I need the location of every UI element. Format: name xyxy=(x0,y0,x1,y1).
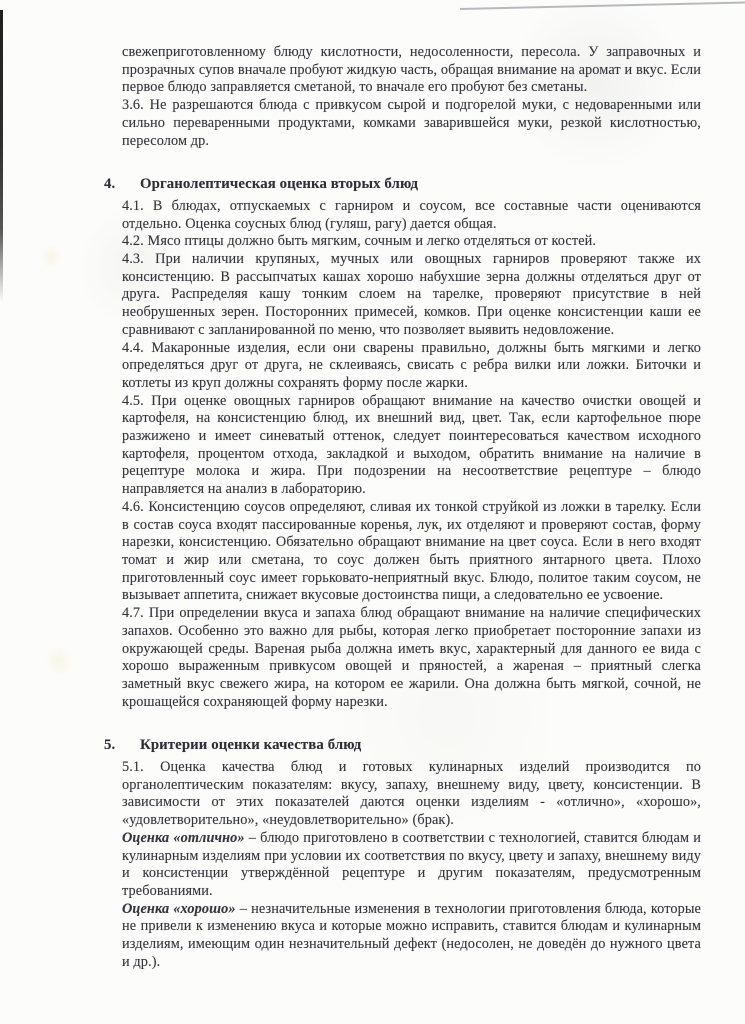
paragraph: 4.1. В блюдах, отпускаемых с гарниром и соусом, все составные части оцениваются отдельно. Оценка соусных блюд (гуляш, рагу) дается общая. xyxy=(122,197,701,232)
paragraph: свежеприготовленному блюду кислотности, недосоленности, пересола. У заправочных и прозрачных супов вначале пробуют жидкую часть, обращая внимание на аромат и вкус. Если первое блюдо заправляется сметаной, то вначале его пробуют без сметаны. xyxy=(122,44,701,96)
paragraph: 4.3. При наличии крупяных, мучных или овощных гарниров проверяют также их консистенцию. В рассыпчатых кашах хорошо набухшие зерна должны отделяться друг от друга. Распределяя кашу тонким слоем на тарелке, проверяют присутствие в ней необрушенных зерен. Посторонних примесей, комков. При оценке консистенции каши ее сравнивают с запланированной по меню, что позволяет выявить недовложение. xyxy=(122,251,701,338)
paper-smudge xyxy=(38,246,64,268)
paragraph: 4.6. Консистенцию соусов определяют, сливая их тонкой струйкой из ложки в тарелку. Если в состав соуса входят пассированные коренья, лук, их отделяют и проверяют состав, форму нарезки, консистенцию. Обязательно обращают внимание на цвет соуса. Если в него входят томат и жир или сметана, то соус должен быть приятного янтарного цвета. Плохо приготовленный соус имеет горьковато-неприятный вкус. Блюдо, политое таким соусом, не вызывает аппетита, снижает вкусовые достоинства пищи, а следовательно ее усвоение. xyxy=(122,498,701,604)
paragraph: 4.4. Макаронные изделия, если они сварены правильно, должны быть мягкими и легко определяться друг от друга, не склеиваясь, свисать с ребра вилки или ложки. Биточки и котлеты из круп должны сохранять форму после жарки. xyxy=(122,339,701,391)
paragraph: 4.7. При определении вкуса и запаха блюд обращают внимание на наличие специфических запахов. Особенно это важно для рыбы, которая легко приобретает посторонние запахи из окружающей среды. Вареная рыба должна иметь вкус, характерный для данного ее вида с хорошо выраженным привкусом овощей и пряностей, а жареная – приятный слегка заметный вкус свежего жира, на котором ее жарили. Она должна быть мягкой, сочной, не крошащейся сохраняющей форму нарезки. xyxy=(122,605,701,710)
section-heading xyxy=(104,176,701,194)
paragraph: 4.2. Мясо птицы должно быть мягким, сочным и легко отделяться от костей. xyxy=(122,233,597,250)
scan-edge-artifact xyxy=(0,10,3,302)
paragraph-lead: Оценка «хорошо» xyxy=(122,900,236,917)
paragraph-text: – незначительные изменения в технологии приготовления блюда, которые не привели к изменению вкуса и которые можно исправить, ставится блюдам и кулинарным изделиям, имеющим один незначительный дефект (недосолен, не доведён до нужного цвета и др.). xyxy=(122,900,702,970)
document-content xyxy=(104,44,702,971)
paragraph xyxy=(122,901,701,972)
section-number: 4. xyxy=(104,176,116,193)
paragraph: 4.5. При оценке овощных гарниров обращают внимание на качество очистки овощей и картофеля, на консистенцию блюд, их внешний вид, цвет. Так, если картофельное пюре разжижено и имеет синеватый оттенок, следует поинтересоваться качеством исходного картофеля, процентом отхода, закладкой и выходом, обратить внимание на наличие в рецептуре молока и жира. При подозрении на несоответствие рецептуре – блюдо направляется на анализ в лабораторию. xyxy=(122,392,701,498)
paragraph: 5.1. Оценка качества блюд и готовых кулинарных изделий производится по органолептическим показателям: вкусу, запаху, внешнему виду, цвету, консистенции. В зависимости от этих показателей даются оценки изделиям - «отлично», «хорошо», «удовлетворительно», «неудовлетворительно» (брак). xyxy=(122,759,701,829)
section-title: Критерии оценки качества блюд xyxy=(140,737,362,754)
section-number: 5. xyxy=(104,737,116,754)
section-heading xyxy=(104,737,701,755)
paragraph-lead: Оценка «отлично» xyxy=(122,829,245,846)
paragraph xyxy=(122,830,701,901)
paper-smudge xyxy=(42,646,76,676)
paragraph: 3.6. Не разрешаются блюда с привкусом сырой и подгорелой муки, с недоваренными или сильно переваренными продуктами, комками заварившейся муки, резкой кислотностью, пересолом др. xyxy=(122,97,701,149)
scan-top-edge-line xyxy=(460,1,745,10)
paragraph-text: – блюдо приготовлено в соответствии с технологией, ставится блюдам и кулинарным изделиям при условии их соответствия по вкусу, цвету и запаху, внешнему виду и консистенции утверждённой рецептуре и другим показателям, предусмотренным требованиями. xyxy=(122,829,701,899)
section-title: Органолептическая оценка вторых блюд xyxy=(140,176,419,193)
